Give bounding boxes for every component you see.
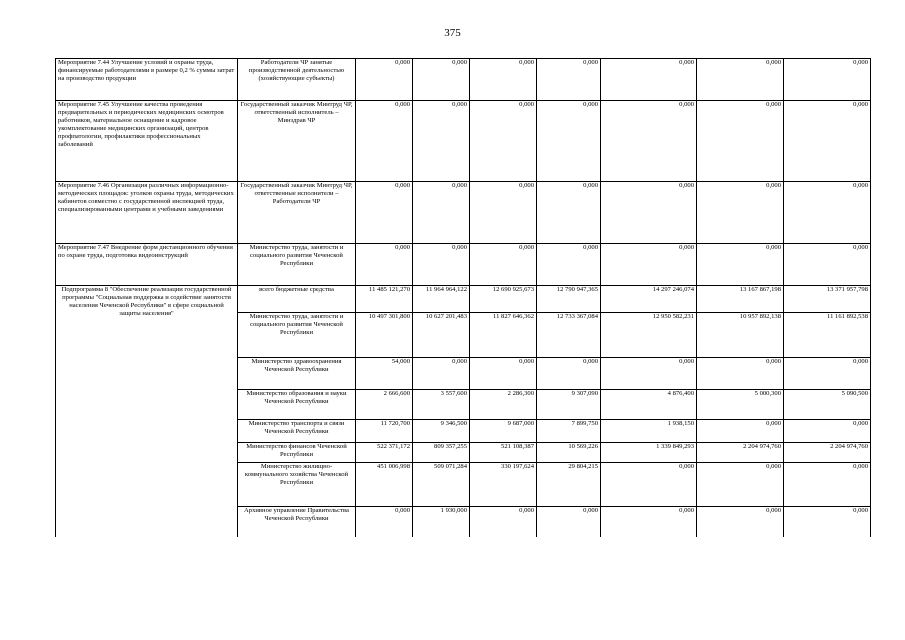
value-cell: 0,000 bbox=[413, 244, 470, 286]
value-cell: 0,000 bbox=[356, 59, 413, 101]
value-cell: 1 339 849,293 bbox=[601, 443, 697, 463]
table-row bbox=[56, 101, 871, 182]
value-cell: 12 733 367,084 bbox=[537, 313, 601, 358]
value-cell: 13 371 957,798 bbox=[784, 286, 871, 313]
page-number: 375 bbox=[444, 27, 461, 39]
value-cell: 0,000 bbox=[601, 463, 697, 507]
value-cell: 2 204 974,760 bbox=[697, 443, 784, 463]
value-cell: 0,000 bbox=[537, 507, 601, 537]
table-row bbox=[56, 182, 871, 244]
value-cell: 0,000 bbox=[356, 101, 413, 182]
value-cell: 12 690 925,673 bbox=[470, 286, 537, 313]
value-cell: 0,000 bbox=[413, 358, 470, 390]
value-cell: 0,000 bbox=[784, 182, 871, 244]
executor: Министерство финансов Чеченской Республики bbox=[238, 443, 356, 463]
value-cell: 11 485 121,270 bbox=[356, 286, 413, 313]
value-cell: 0,000 bbox=[601, 59, 697, 101]
value-cell: 0,000 bbox=[537, 244, 601, 286]
budget-table bbox=[55, 58, 871, 537]
executor: Министерство здравоохранения Чеченской Республики bbox=[238, 358, 356, 390]
value-cell: 0,000 bbox=[601, 101, 697, 182]
value-cell: 0,000 bbox=[697, 244, 784, 286]
value-cell: 330 197,624 bbox=[470, 463, 537, 507]
value-cell: 0,000 bbox=[784, 420, 871, 443]
value-cell: 29 804,215 bbox=[537, 463, 601, 507]
value-cell: 0,000 bbox=[697, 101, 784, 182]
executor: всего бюджетные средства bbox=[238, 286, 356, 313]
value-cell: 9 346,500 bbox=[413, 420, 470, 443]
value-cell: 0,000 bbox=[470, 59, 537, 101]
table-row bbox=[56, 286, 871, 313]
value-cell: 0,000 bbox=[537, 101, 601, 182]
value-cell: 0,000 bbox=[697, 463, 784, 507]
executor: Министерство жилищно-коммунального хозяйства Чеченской Республики bbox=[238, 463, 356, 507]
value-cell: 11 827 646,362 bbox=[470, 313, 537, 358]
value-cell: 0,000 bbox=[784, 59, 871, 101]
value-cell: 0,000 bbox=[784, 463, 871, 507]
value-cell: 12 950 582,231 bbox=[601, 313, 697, 358]
executor: Министерство труда, занятости и социального развития Чеченской Республики bbox=[238, 244, 356, 286]
activity-name: Мероприятие 7.47 Внедрение форм дистанционного обучения по охране труда, подготовка видеоинструкций bbox=[56, 244, 238, 286]
value-cell: 0,000 bbox=[601, 182, 697, 244]
value-cell: 3 557,600 bbox=[413, 390, 470, 420]
table-row bbox=[56, 244, 871, 286]
activity-name: Мероприятие 7.46 Организация различных информационно-методических площадок: уголков охраны труда, методических кабинетов совместно с государственной инспекцией труда, специализированными центрами и учебными заведениями bbox=[56, 182, 238, 244]
value-cell: 9 307,090 bbox=[537, 390, 601, 420]
value-cell: 7 899,750 bbox=[537, 420, 601, 443]
executor: Государственный заказчик Минтруд ЧР, ответственные исполнители – Работодатели ЧР bbox=[238, 182, 356, 244]
value-cell: 0,000 bbox=[784, 101, 871, 182]
value-cell: 0,000 bbox=[784, 358, 871, 390]
executor: Министерство транспорта и связи Чеченской Республики bbox=[238, 420, 356, 443]
value-cell: 11 161 892,538 bbox=[784, 313, 871, 358]
value-cell: 0,000 bbox=[697, 182, 784, 244]
value-cell: 10 569,226 bbox=[537, 443, 601, 463]
value-cell: 0,000 bbox=[784, 244, 871, 286]
executor: Государственный заказчик Минтруд ЧР, ответственный исполнитель – Минздрав ЧР bbox=[238, 101, 356, 182]
executor: Министерство образования и науки Чеченской Республики bbox=[238, 390, 356, 420]
value-cell: 10 957 892,138 bbox=[697, 313, 784, 358]
value-cell: 0,000 bbox=[601, 358, 697, 390]
value-cell: 0,000 bbox=[537, 182, 601, 244]
value-cell: 0,000 bbox=[413, 182, 470, 244]
value-cell: 0,000 bbox=[470, 244, 537, 286]
value-cell: 0,000 bbox=[697, 507, 784, 537]
value-cell: 521 108,387 bbox=[470, 443, 537, 463]
value-cell: 0,000 bbox=[413, 59, 470, 101]
value-cell: 11 720,700 bbox=[356, 420, 413, 443]
value-cell: 0,000 bbox=[697, 420, 784, 443]
value-cell: 1 930,000 bbox=[413, 507, 470, 537]
value-cell: 522 371,172 bbox=[356, 443, 413, 463]
value-cell: 0,000 bbox=[356, 244, 413, 286]
activity-name: Мероприятие 7.44 Улучшение условий и охраны труда, финансируемые работодателями в размере 0,2 % суммы затрат на производство продукции bbox=[56, 59, 238, 101]
value-cell: 0,000 bbox=[784, 507, 871, 537]
value-cell: 11 964 964,122 bbox=[413, 286, 470, 313]
value-cell: 5 000,300 bbox=[697, 390, 784, 420]
value-cell: 0,000 bbox=[413, 101, 470, 182]
value-cell: 2 204 974,760 bbox=[784, 443, 871, 463]
value-cell: 12 790 947,365 bbox=[537, 286, 601, 313]
value-cell: 1 938,150 bbox=[601, 420, 697, 443]
value-cell: 0,000 bbox=[697, 358, 784, 390]
value-cell: 5 090,500 bbox=[784, 390, 871, 420]
value-cell: 0,000 bbox=[356, 182, 413, 244]
value-cell: 0,000 bbox=[470, 182, 537, 244]
value-cell: 4 876,400 bbox=[601, 390, 697, 420]
value-cell: 2 666,600 bbox=[356, 390, 413, 420]
executor: Архивное управление Правительства Чеченской Республики bbox=[238, 507, 356, 537]
value-cell: 0,000 bbox=[537, 59, 601, 101]
subprogram-name: Подпрограмма 8 "Обеспечение реализации государственной программы "Социальная поддержка и содействие занятости населения Чеченской Республики" в сфере социальной защиты населения" bbox=[56, 286, 238, 537]
value-cell: 10 627 201,483 bbox=[413, 313, 470, 358]
activity-name: Мероприятие 7.45 Улучшение качества проведения предварительных и периодических медицинских осмотров работников, материальное оснащение и кадровое укомплектование медицинских организаций, центров профпатологии, профилактики профессиональных заболеваний bbox=[56, 101, 238, 182]
value-cell: 0,000 bbox=[356, 507, 413, 537]
table-row bbox=[56, 59, 871, 101]
value-cell: 0,000 bbox=[470, 358, 537, 390]
value-cell: 809 357,255 bbox=[413, 443, 470, 463]
value-cell: 509 071,284 bbox=[413, 463, 470, 507]
value-cell: 0,000 bbox=[601, 244, 697, 286]
value-cell: 9 687,000 bbox=[470, 420, 537, 443]
value-cell: 0,000 bbox=[537, 358, 601, 390]
value-cell: 0,000 bbox=[601, 507, 697, 537]
value-cell: 0,000 bbox=[470, 507, 537, 537]
executor: Министерство труда, занятости и социального развития Чеченской Республики bbox=[238, 313, 356, 358]
executor: Работодатели ЧР занятые производственной деятельностью (хозяйствующие субъекты) bbox=[238, 59, 356, 101]
value-cell: 13 167 867,198 bbox=[697, 286, 784, 313]
value-cell: 0,000 bbox=[470, 101, 537, 182]
value-cell: 451 006,998 bbox=[356, 463, 413, 507]
value-cell: 0,000 bbox=[697, 59, 784, 101]
value-cell: 10 497 301,800 bbox=[356, 313, 413, 358]
value-cell: 14 297 246,074 bbox=[601, 286, 697, 313]
value-cell: 54,000 bbox=[356, 358, 413, 390]
value-cell: 2 286,300 bbox=[470, 390, 537, 420]
